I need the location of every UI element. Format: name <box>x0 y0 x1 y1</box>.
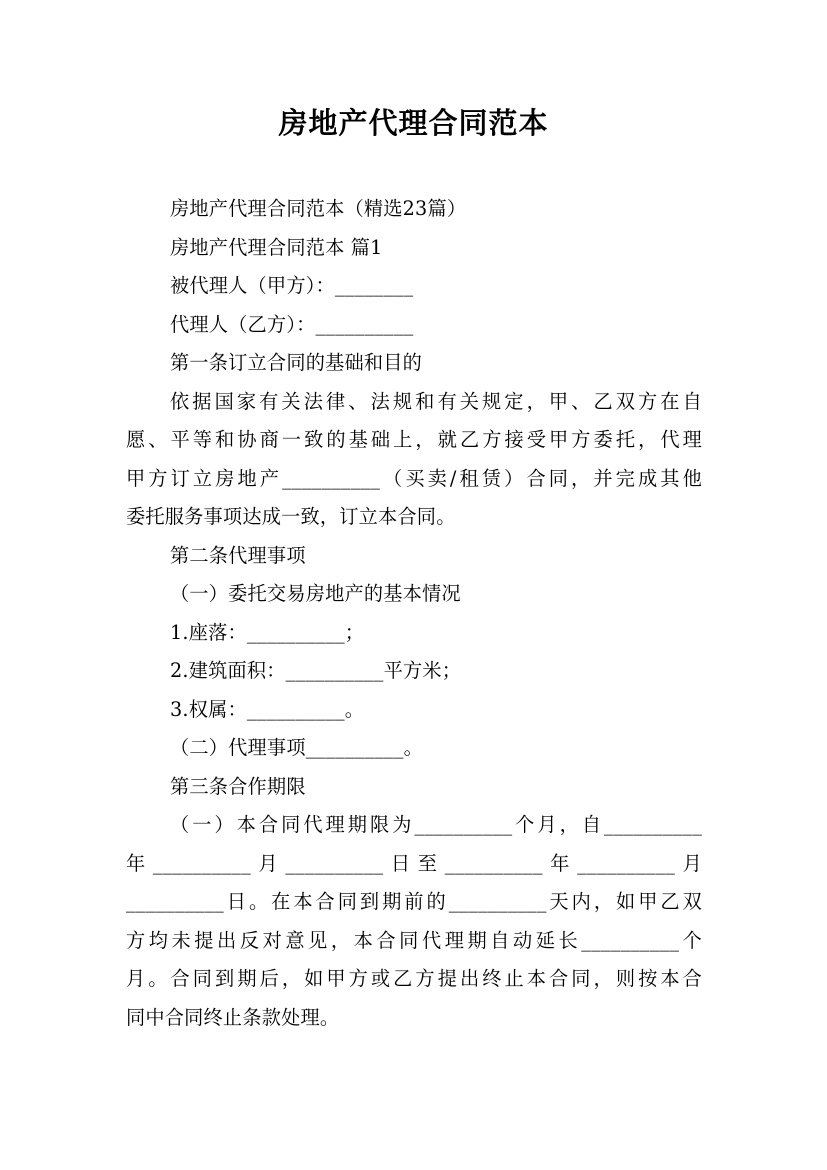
paragraph-party-b: 代理人（乙方）：__________ <box>170 312 414 336</box>
article-3-heading: 第三条合作期限 <box>170 774 306 798</box>
article-2-heading: 第二条代理事项 <box>170 543 306 567</box>
article-1-text-line-2: 愿、平等和协商一致的基础上，就乙方接受甲方委托，代理 <box>126 428 702 451</box>
paragraph-collection-title: 房地产代理合同范本（精选23篇） <box>170 197 467 220</box>
article-3-text-line-1: （一）本合同代理期限为__________个月，自__________ <box>170 813 702 836</box>
article-2-item-ownership: 3.权属：__________。 <box>170 697 365 721</box>
article-2-subheading-1: （一）委托交易房地产的基本情况 <box>170 582 461 605</box>
article-2-item-area: 2.建筑面积：__________平方米； <box>170 659 462 682</box>
article-1-heading: 第一条订立合同的基础和目的 <box>170 351 423 374</box>
paragraph-section-heading: 房地产代理合同范本 篇1 <box>170 235 383 259</box>
article-3-text-line-2: 年__________月__________日至__________年__________月 <box>126 851 702 875</box>
article-3-text-line-5: 月。合同到期后，如甲方或乙方提出终止本合同，则按本合 <box>126 967 702 990</box>
article-1-text-line-4: 委托服务事项达成一致，订立本合同。 <box>126 505 456 528</box>
article-3-text-line-4: 方均未提出反对意见，本合同代理期自动延长__________个 <box>126 928 702 952</box>
article-1-text-line-3: 甲方订立房地产__________（买卖/租赁）合同，并完成其他 <box>126 466 702 490</box>
article-2-item-location: 1.座落：__________； <box>170 620 365 644</box>
article-2-subheading-2: （二）代理事项__________。 <box>170 736 424 759</box>
document-title: 房地产代理合同范本 <box>278 106 549 140</box>
article-1-text-line-1: 依据国家有关法律、法规和有关规定，甲、乙双方在自 <box>170 389 702 413</box>
article-3-text-line-3: __________日。在本合同到期前的__________天内，如甲乙双 <box>126 890 702 913</box>
article-3-text-line-6: 同中合同终止条款处理。 <box>126 1005 340 1029</box>
paragraph-party-a: 被代理人（甲方）：________ <box>170 274 414 297</box>
document-body <box>126 190 702 1037</box>
